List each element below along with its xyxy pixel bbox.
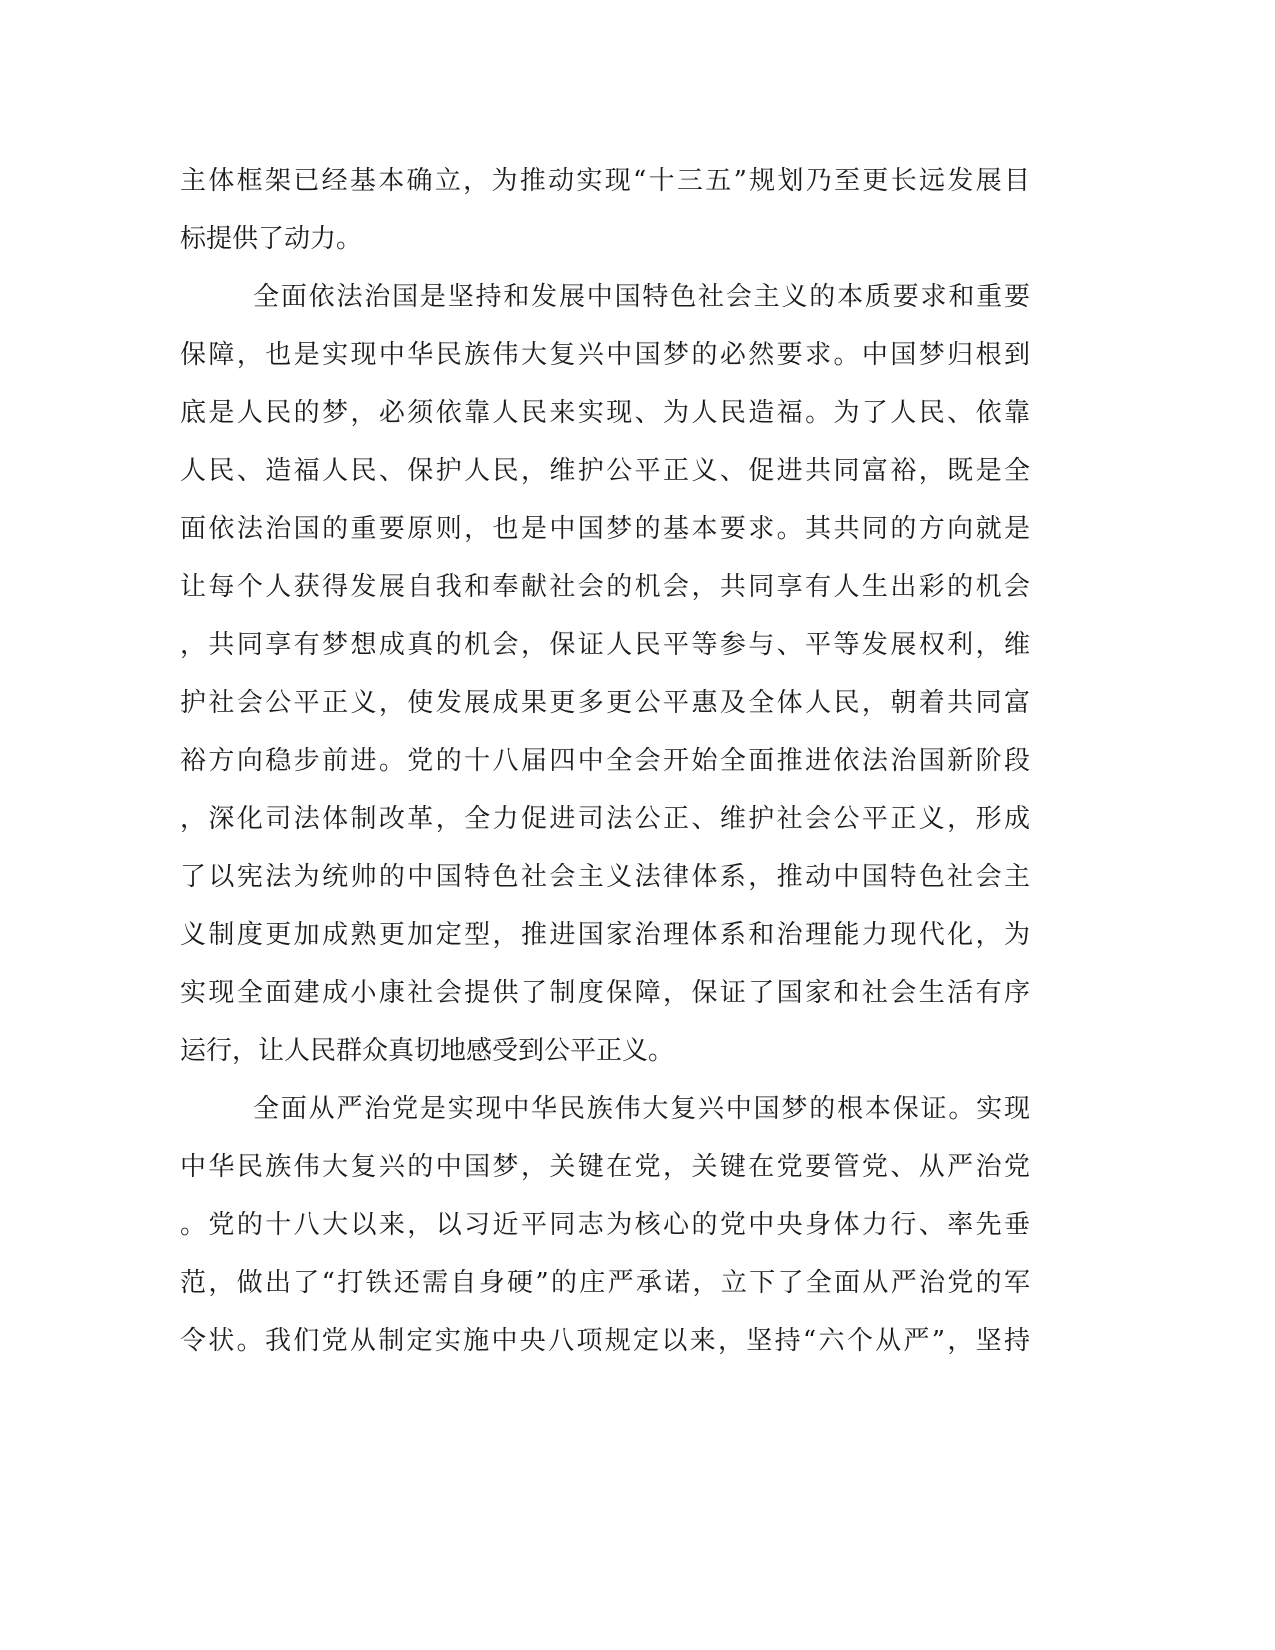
paragraph-line: 了以宪法为统帅的中国特色社会主义法律体系，推动中国特色社会主	[180, 862, 1030, 892]
paragraph-line: 护社会公平正义，使发展成果更多更公平惠及全体人民，朝着共同富	[180, 688, 1030, 718]
paragraph-line: 全面依法治国是坚持和发展中国特色社会主义的本质要求和重要	[253, 282, 1030, 312]
paragraph-line: 让每个人获得发展自我和奉献社会的机会，共同享有人生出彩的机会	[180, 572, 1030, 602]
paragraph-line: 实现全面建成小康社会提供了制度保障，保证了国家和社会生活有序	[180, 978, 1030, 1008]
paragraph-line: 范，做出了“打铁还需自身硬”的庄严承诺，立下了全面从严治党的军	[180, 1268, 1030, 1298]
paragraph-line: ，深化司法体制改革，全力促进司法公正、维护社会公平正义，形成	[180, 804, 1030, 834]
paragraph-line: 全面从严治党是实现中华民族伟大复兴中国梦的根本保证。实现	[253, 1094, 1030, 1124]
paragraph-line: 保障，也是实现中华民族伟大复兴中国梦的必然要求。中国梦归根到	[180, 340, 1030, 370]
paragraph-line: 人民、造福人民、保护人民，维护公平正义、促进共同富裕，既是全	[180, 456, 1030, 486]
paragraph-line: 运行，让人民群众真切地感受到公平正义。	[180, 1036, 675, 1066]
paragraph-line: ，共同享有梦想成真的机会，保证人民平等参与、平等发展权利，维	[180, 630, 1030, 660]
paragraph-line: 。党的十八大以来，以习近平同志为核心的党中央身体力行、率先垂	[180, 1210, 1030, 1240]
paragraph-line: 令状。我们党从制定实施中央八项规定以来，坚持“六个从严”，坚持	[180, 1326, 1030, 1356]
paragraph-line: 主体框架已经基本确立，为推动实现“十三五”规划乃至更长远发展目	[180, 166, 1030, 196]
paragraph-line: 义制度更加成熟更加定型，推进国家治理体系和治理能力现代化，为	[180, 920, 1030, 950]
paragraph-line: 中华民族伟大复兴的中国梦，关键在党，关键在党要管党、从严治党	[180, 1152, 1030, 1182]
paragraph-line: 面依法治国的重要原则，也是中国梦的基本要求。其共同的方向就是	[180, 514, 1030, 544]
paragraph-line: 底是人民的梦，必须依靠人民来实现、为人民造福。为了人民、依靠	[180, 398, 1030, 428]
paragraph-line: 裕方向稳步前进。党的十八届四中全会开始全面推进依法治国新阶段	[180, 746, 1030, 776]
paragraph-line: 标提供了动力。	[180, 224, 363, 254]
